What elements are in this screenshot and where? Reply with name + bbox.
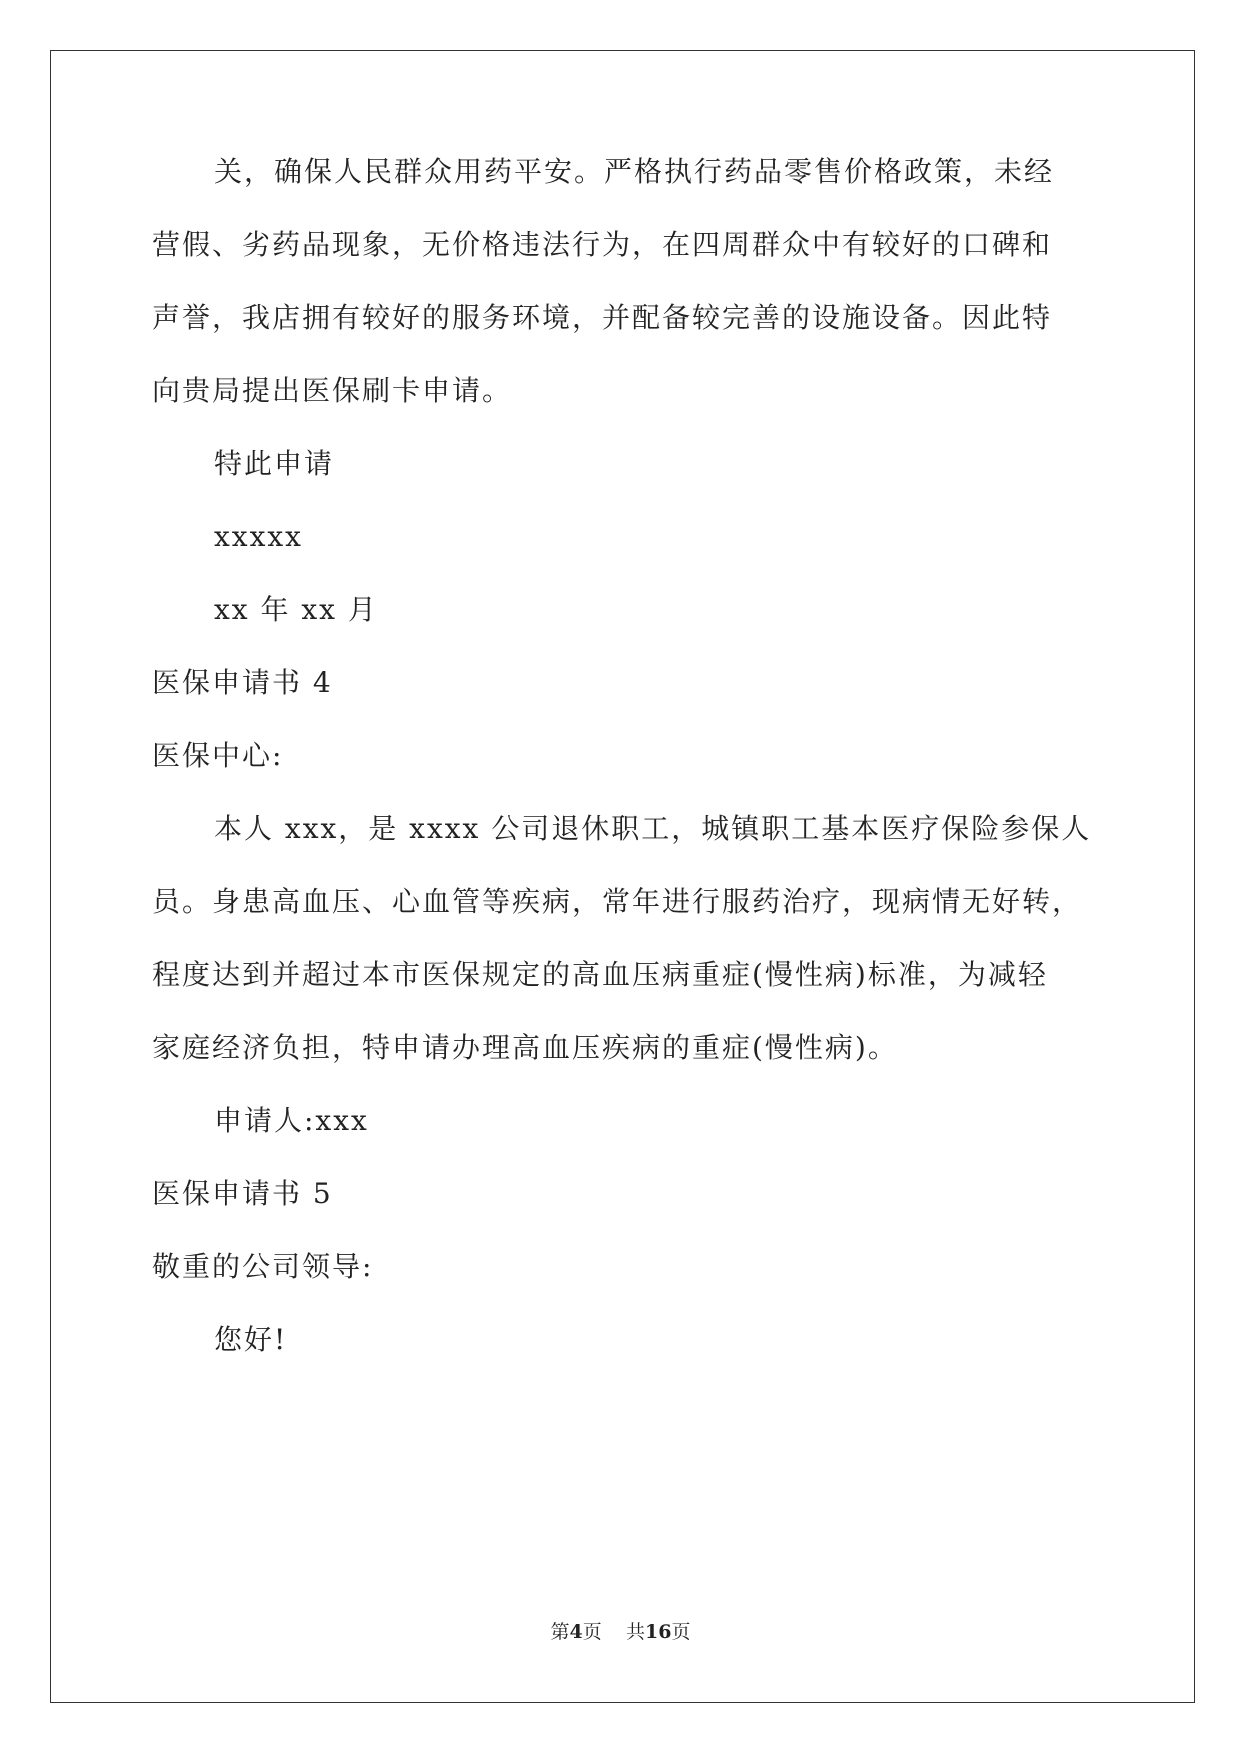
paragraph-line: 家庭经济负担，特申请办理高血压疾病的重症(慢性病)。 [152, 1031, 898, 1064]
greeting: 您好! [214, 1323, 288, 1356]
closing-phrase: 特此申请 [214, 447, 335, 480]
paragraph-line: 本人 xxx，是 xxxx 公司退休职工，城镇职工基本医疗保险参保人 [214, 812, 1092, 845]
paragraph-line: 向贵局提出医保刷卡申请。 [152, 374, 513, 407]
page-footer [0, 1620, 1241, 1644]
paragraph-line: 关，确保人民群众用药平安。严格执行药品零售价格政策，未经 [214, 155, 1055, 188]
paragraph-line: 程度达到并超过本市医保规定的高血压病重症(慢性病)标准，为减轻 [152, 958, 1048, 991]
footer-page-suffix: 页 [582, 1621, 602, 1643]
signature-name: xxxxx [214, 520, 303, 553]
footer-total-prefix: 共 [625, 1621, 645, 1643]
footer-total-suffix: 页 [671, 1621, 691, 1643]
footer-page-number: 4 [569, 1621, 583, 1643]
salutation: 敬重的公司领导: [152, 1250, 374, 1283]
signature-date: xx 年 xx 月 [214, 593, 378, 626]
footer-total-pages: 16 [644, 1621, 672, 1643]
paragraph-line: 声誉，我店拥有较好的服务环境，并配备较完善的设施设备。因此特 [152, 301, 1053, 334]
footer-page-prefix: 第 [550, 1621, 570, 1643]
section-title: 医保申请书 5 [152, 1177, 333, 1210]
paragraph-line: 员。身患高血压、心血管等疾病，常年进行服药治疗，现病情无好转， [152, 885, 1083, 918]
section-title: 医保申请书 4 [152, 666, 333, 699]
salutation: 医保中心: [152, 739, 284, 772]
applicant-signature: 申请人:xxx [214, 1104, 369, 1137]
paragraph-line: 营假、劣药品现象，无价格违法行为，在四周群众中有较好的口碑和 [152, 228, 1053, 261]
page-border [50, 50, 1195, 1703]
